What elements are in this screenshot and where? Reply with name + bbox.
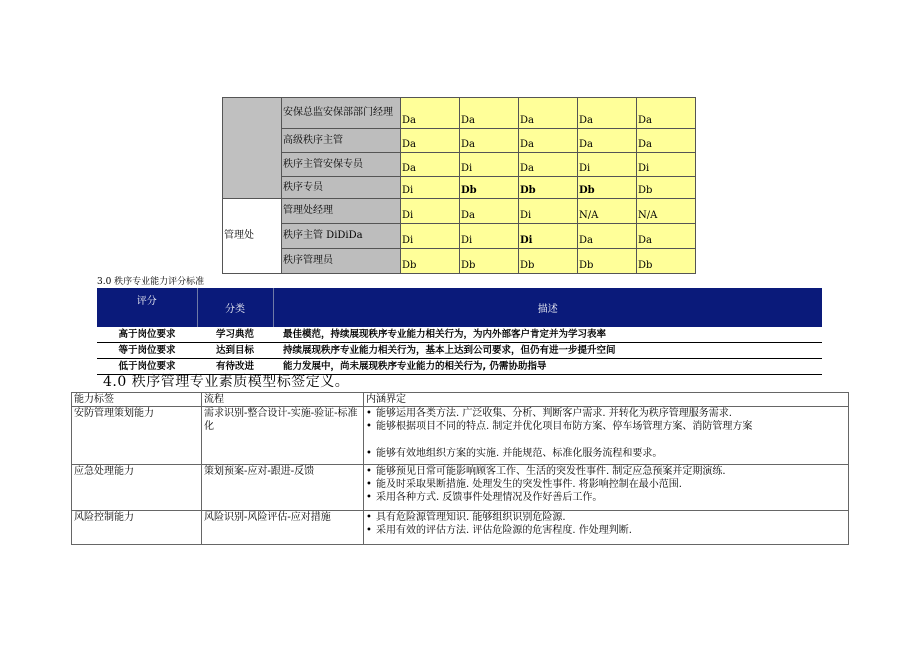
grade-cell: Da (637, 129, 696, 153)
table-row (223, 153, 696, 177)
list-item: • 能够根据项目不同的特点. 制定并优化项目布防方案、停车场管理方案、消防管理方案 (366, 421, 753, 432)
competency-heading: 4.0 秩序管理专业素质模型标签定义。 (103, 374, 350, 390)
table-header-row (72, 393, 849, 407)
table-row (72, 407, 849, 465)
competency-process: 需求识别-整合设计-实施-验证-标准化 (202, 407, 364, 465)
score-level: 低于岗位要求 (97, 359, 197, 375)
score-description: 持续展现秩序专业能力相关行为，基本上达到公司要求，但仍有进一步提升空间 (273, 343, 822, 359)
competency-label: 风险控制能力 (72, 511, 202, 545)
table-row (97, 359, 822, 375)
scoring-table (97, 288, 822, 375)
table-row (72, 511, 849, 545)
competency-table (71, 392, 849, 545)
score-category: 达到目标 (197, 343, 273, 359)
grade-cell: Da (578, 224, 637, 249)
score-category: 学习典范 (197, 327, 273, 343)
header-category: 分类 (197, 288, 273, 327)
bullet-icon: • (366, 466, 372, 477)
grade-cell: Di (401, 177, 460, 199)
role-cell: 管理处经理 (282, 199, 401, 224)
bullet-icon: • (366, 479, 372, 490)
header-definition: 内涵界定 (364, 393, 849, 407)
grade-cell: Da (460, 199, 519, 224)
grade-cell: Di (401, 224, 460, 249)
grade-cell: Db (460, 249, 519, 274)
table-row (223, 249, 696, 274)
grade-cell: Db (519, 177, 578, 199)
scoring-title: 3.0 秩序专业能力评分标准 (97, 277, 205, 287)
grade-cell: Da (460, 98, 519, 129)
score-description: 最佳模范，持续展现秩序专业能力相关行为，为内外部客户肯定并为学习表率 (273, 327, 822, 343)
grade-cell: N/A (578, 199, 637, 224)
grade-cell: Da (637, 224, 696, 249)
grade-cell: Da (401, 153, 460, 177)
grade-cell: Da (578, 129, 637, 153)
competency-process: 策划预案-应对-跟进-反馈 (202, 465, 364, 511)
grade-cell: Da (519, 153, 578, 177)
grade-cell: Db (578, 249, 637, 274)
grade-cell: Di (401, 199, 460, 224)
competency-definition (364, 511, 849, 545)
grade-cell: Db (401, 249, 460, 274)
grade-cell: Db (637, 177, 696, 199)
table-row (72, 465, 849, 511)
grade-cell: Di (578, 153, 637, 177)
competency-label: 应急处理能力 (72, 465, 202, 511)
bullet-icon: • (366, 421, 372, 432)
role-cell: 秩序主管安保专员 (282, 153, 401, 177)
grade-cell: Db (578, 177, 637, 199)
role-cell: 秩序主管 DiDiDa (282, 224, 401, 249)
table-row (223, 199, 696, 224)
grade-cell: Da (519, 129, 578, 153)
competency-label: 安防管理策划能力 (72, 407, 202, 465)
table-header-row (97, 288, 822, 327)
role-cell: 秩序专员 (282, 177, 401, 199)
grade-cell: N/A (637, 199, 696, 224)
grade-cell: Da (401, 98, 460, 129)
bullet-icon: • (366, 408, 372, 419)
bullet-icon: • (366, 512, 372, 523)
competency-process: 风险识别-风险评估-应对措施 (202, 511, 364, 545)
header-label: 能力标签 (72, 393, 202, 407)
score-level: 高于岗位要求 (97, 327, 197, 343)
table-row (97, 327, 822, 343)
list-item: • 能够有效地组织方案的实施. 并能规范、标准化服务流程和要求。 (366, 448, 663, 459)
bullet-icon: • (366, 525, 372, 536)
table-row (223, 98, 696, 129)
group-cell (223, 98, 282, 199)
grade-cell: Di (460, 153, 519, 177)
grade-cell: Di (637, 153, 696, 177)
table-row (223, 129, 696, 153)
grade-cell: Di (460, 224, 519, 249)
table-row (223, 224, 696, 249)
score-level: 等于岗位要求 (97, 343, 197, 359)
grade-cell: Db (637, 249, 696, 274)
competency-definition (364, 407, 849, 465)
role-cell: 秩序管理员 (282, 249, 401, 274)
score-description: 能力发展中，尚未展现秩序专业能力的相关行为, 仍需协助指导 (273, 359, 822, 375)
competency-definition (364, 465, 849, 511)
bullet-icon: • (366, 492, 372, 503)
list-item: • 能够运用各类方法. 广泛收集、分析、判断客户需求. 并转化为秩序管理服务需求. (366, 408, 732, 419)
grade-cell: Di (519, 224, 578, 249)
table-row (223, 177, 696, 199)
grade-cell: Da (578, 98, 637, 129)
grade-cell: Db (460, 177, 519, 199)
grade-cell: Db (519, 249, 578, 274)
grade-table (222, 97, 696, 274)
bullet-icon: • (366, 448, 372, 459)
list-item: • 具有危险源管理知识. 能够组织识别危险源. (366, 512, 566, 523)
role-cell: 高级秩序主管 (282, 129, 401, 153)
table-row (97, 343, 822, 359)
list-item: • 能够预见日常可能影响顾客工作、生活的突发性事件. 制定应急预案并定期演练. (366, 466, 726, 477)
grade-cell: Da (401, 129, 460, 153)
header-score: 评分 (97, 288, 197, 327)
grade-cell: Di (519, 199, 578, 224)
grade-cell: Da (519, 98, 578, 129)
group-cell: 管理处 (223, 199, 282, 274)
list-item: • 采用各种方式. 反馈事件处理情况及作好善后工作。 (366, 492, 603, 503)
score-category: 有待改进 (197, 359, 273, 375)
header-process: 流程 (202, 393, 364, 407)
grade-cell: Da (637, 98, 696, 129)
role-cell: 安保总监安保部部门经理 (282, 98, 401, 129)
list-item: • 能及时采取果断措施. 处理发生的突发性事件. 将影响控制在最小范围. (366, 479, 682, 490)
header-description: 描述 (273, 288, 822, 327)
list-item: • 采用有效的评估方法. 评估危险源的危害程度. 作处理判断. (366, 525, 632, 536)
grade-cell: Da (460, 129, 519, 153)
